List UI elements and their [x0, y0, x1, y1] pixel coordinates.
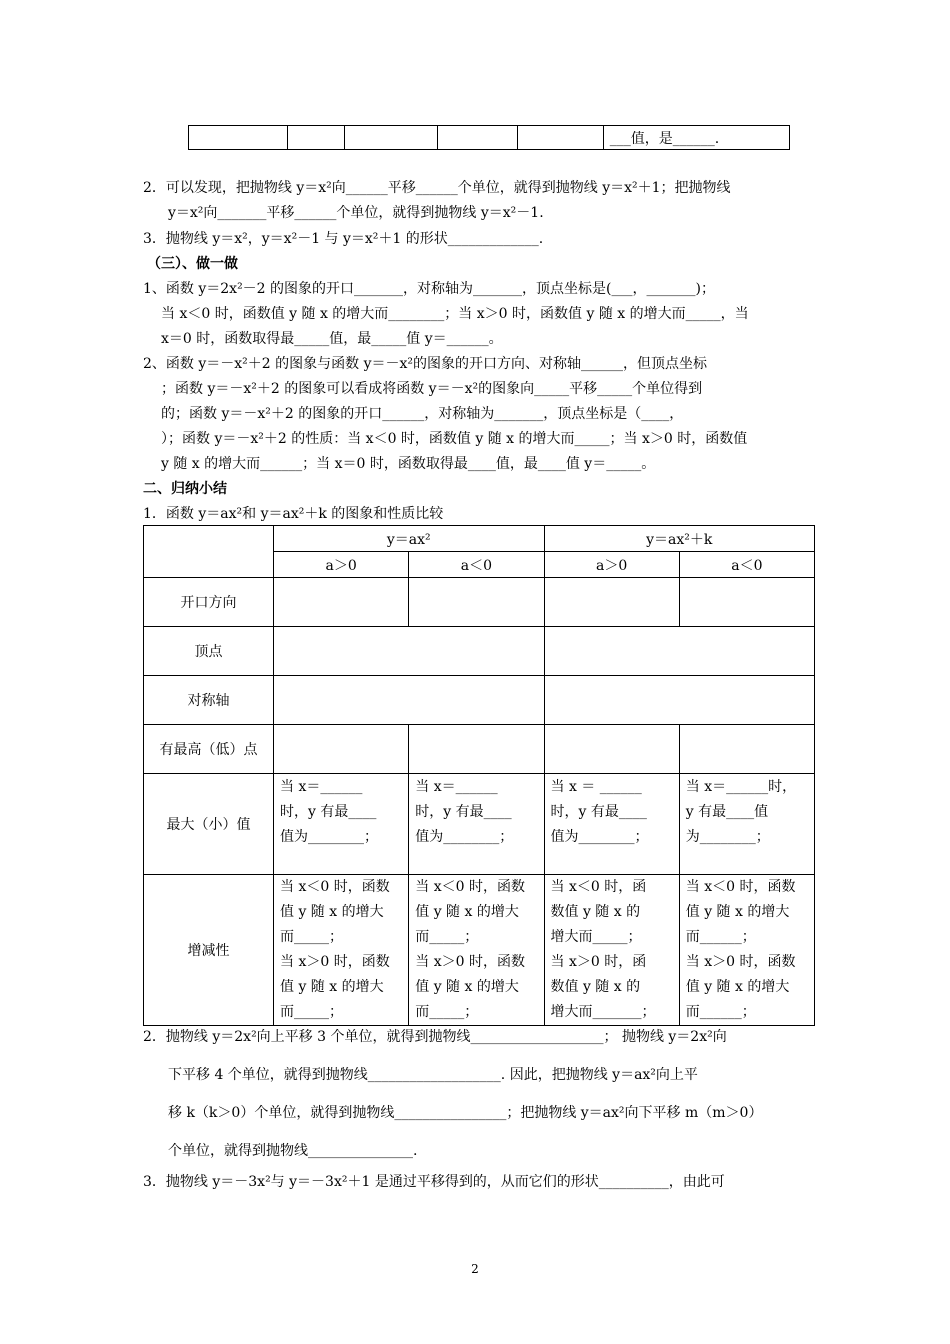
text-line: y＝x²向_______平移______个单位，就得到抛物线 y＝x²－1. [168, 205, 544, 221]
cell-line: 值为________； [550, 829, 649, 845]
comparison-table [143, 525, 815, 1026]
cell-line: 当 x＞0 时，函数 [685, 954, 796, 970]
table-cell [544, 578, 679, 627]
cell-line: 而______； [685, 1004, 756, 1020]
table-cell [274, 875, 409, 1026]
text-line: 移 k（k＞0）个单位，就得到抛物线________________；把抛物线 y＝ax²向下平移 m（m＞0） [168, 1105, 763, 1121]
row-label: 对称轴 [144, 676, 274, 725]
cell-line: 增大而_______； [550, 1004, 656, 1020]
cell-line: 值为________； [415, 829, 514, 845]
table-cell [544, 774, 679, 875]
sub-header: a＞0 [544, 552, 679, 578]
sub-header: a＜0 [409, 552, 544, 578]
table-cell [274, 627, 545, 676]
sub-header: a＜0 [679, 552, 814, 578]
cell-line: 数值 y 随 x 的 [550, 904, 641, 920]
cell-line: 值 y 随 x 的增大 [280, 904, 384, 920]
table-cell [274, 676, 545, 725]
cell-line: 而_____； [415, 929, 479, 945]
cell-line: 时，y 有最____ [415, 804, 512, 820]
row-label: 增减性 [144, 875, 274, 1026]
cell-line: 时，y 有最____ [280, 804, 377, 820]
page-number: 2 [471, 1262, 479, 1276]
cell-line: 当 x＝______时， [685, 779, 797, 795]
table-cell [274, 774, 409, 875]
table-cell [409, 725, 544, 774]
text-line: 3．抛物线 y＝－3x²与 y＝－3x²＋1 是通过平移得到的，从而它们的形状__________，由此可 [143, 1174, 725, 1190]
cell-line: 值 y 随 x 的增大 [685, 904, 790, 920]
group-header: y＝ax² [274, 526, 545, 552]
cell-line: 当 x＝______ [415, 779, 498, 795]
group-header: y＝ax²＋k [544, 526, 815, 552]
text-line: ；函数 y＝－x²＋2 的图象可以看成将函数 y＝－x²的图象向_____平移_____个单位得到 [161, 381, 703, 397]
top-table-cell [287, 126, 344, 150]
table-cell [679, 875, 814, 1026]
cell-line: 数值 y 随 x 的 [550, 979, 641, 995]
cell-line: 值 y 随 x 的增大 [415, 904, 519, 920]
text-line: 1、函数 y＝2x²－2 的图象的开口_______，对称轴为_______，顶点坐标是(___，_______)； [143, 281, 715, 297]
cell-line: 而_____； [280, 1004, 343, 1020]
text-line: 2．抛物线 y＝2x²向上平移 3 个单位，就得到抛物线___________________； 抛物线 y＝2x²向 [143, 1029, 727, 1045]
section-heading: （三）、做一做 [147, 256, 238, 272]
cell-line: 而______； [685, 929, 756, 945]
cell-line: 为________； [685, 829, 770, 845]
cell-line: 当 x＝______ [280, 779, 363, 795]
sub-header: a＞0 [274, 552, 409, 578]
cell-line: 而_____； [415, 1004, 479, 1020]
cell-line: 而_____； [280, 929, 343, 945]
table-cell [544, 676, 815, 725]
table-cell [544, 627, 815, 676]
table-cell [679, 725, 814, 774]
cell-line: 当 x＞0 时，函 [550, 954, 647, 970]
cell-line: 当 x＞0 时，函数 [415, 954, 525, 970]
cell-line: 时，y 有最____ [550, 804, 647, 820]
cell-line: 值为________； [280, 829, 378, 845]
top-table-cell [518, 126, 604, 150]
top-table-cell [437, 126, 518, 150]
table-cell [679, 578, 814, 627]
text-line: 2、函数 y＝－x²＋2 的图象与函数 y＝－x²的图象的开口方向、对称轴______，但顶点坐标 [143, 356, 707, 372]
cell-line: 增大而_____； [550, 929, 642, 945]
row-label: 顶点 [144, 627, 274, 676]
top-table-cell-last: ___值，是______. [603, 126, 789, 150]
cell-line: 当 x＞0 时，函数 [280, 954, 390, 970]
cell-line: 当 x＜0 时，函数 [280, 879, 390, 895]
top-table-cell [345, 126, 438, 150]
table-cell [544, 875, 679, 1026]
cell-line: 当 x ＝ ______ [550, 779, 642, 795]
text-line: 1．函数 y＝ax²和 y＝ax²＋k 的图象和性质比较 [143, 506, 444, 522]
cell-line: 值 y 随 x 的增大 [280, 979, 384, 995]
text-line: 2．可以发现，把抛物线 y＝x²向______平移______个单位，就得到抛物线 y＝x²＋1；把抛物线 [143, 180, 731, 196]
row-label: 最大（小）值 [144, 774, 274, 875]
table-cell [274, 578, 409, 627]
text-line: 的；函数 y＝－x²＋2 的图象的开口______，对称轴为_______，顶点坐标是（____， [161, 406, 684, 422]
text-line: y 随 x 的增大而______；当 x＝0 时，函数取得最____值，最____值 y＝_____。 [161, 456, 656, 472]
text-line: x＝0 时，函数取得最_____值，最_____值 y＝______。 [161, 331, 503, 347]
cell-line: 值 y 随 x 的增大 [415, 979, 519, 995]
text-line: 个单位，就得到抛物线_______________. [168, 1143, 418, 1159]
text-line: ）；函数 y＝－x²＋2 的性质：当 x＜0 时，函数值 y 随 x 的增大而_____；当 x＞0 时，函数值 [161, 431, 748, 447]
table-cell [409, 875, 544, 1026]
row-label: 有最高（低）点 [144, 725, 274, 774]
text-line: 当 x＜0 时，函数值 y 随 x 的增大而________；当 x＞0 时，函数值 y 随 x 的增大而_____，当 [161, 306, 749, 322]
cell-line: 当 x＜0 时，函数 [685, 879, 796, 895]
row-label: 开口方向 [144, 578, 274, 627]
cell-line: 值 y 随 x 的增大 [685, 979, 790, 995]
top-table-fragment [188, 125, 790, 150]
top-table-cell [189, 126, 288, 150]
cell-line: y 有最____值 [685, 804, 769, 820]
cell-line: 当 x＜0 时，函 [550, 879, 647, 895]
cell-line: 当 x＜0 时，函数 [415, 879, 525, 895]
table-cell [544, 725, 679, 774]
table-corner-cell [144, 526, 274, 578]
section-heading: 二、归纳小结 [143, 481, 227, 497]
table-cell [409, 578, 544, 627]
table-cell [409, 774, 544, 875]
table-cell [679, 774, 814, 875]
text-line: 3．抛物线 y＝x²，y＝x²－1 与 y＝x²＋1 的形状_____________. [143, 231, 544, 247]
table-cell [274, 725, 409, 774]
text-line: 下平移 4 个单位，就得到抛物线___________________. 因此，把抛物线 y＝ax²向上平 [168, 1067, 698, 1083]
